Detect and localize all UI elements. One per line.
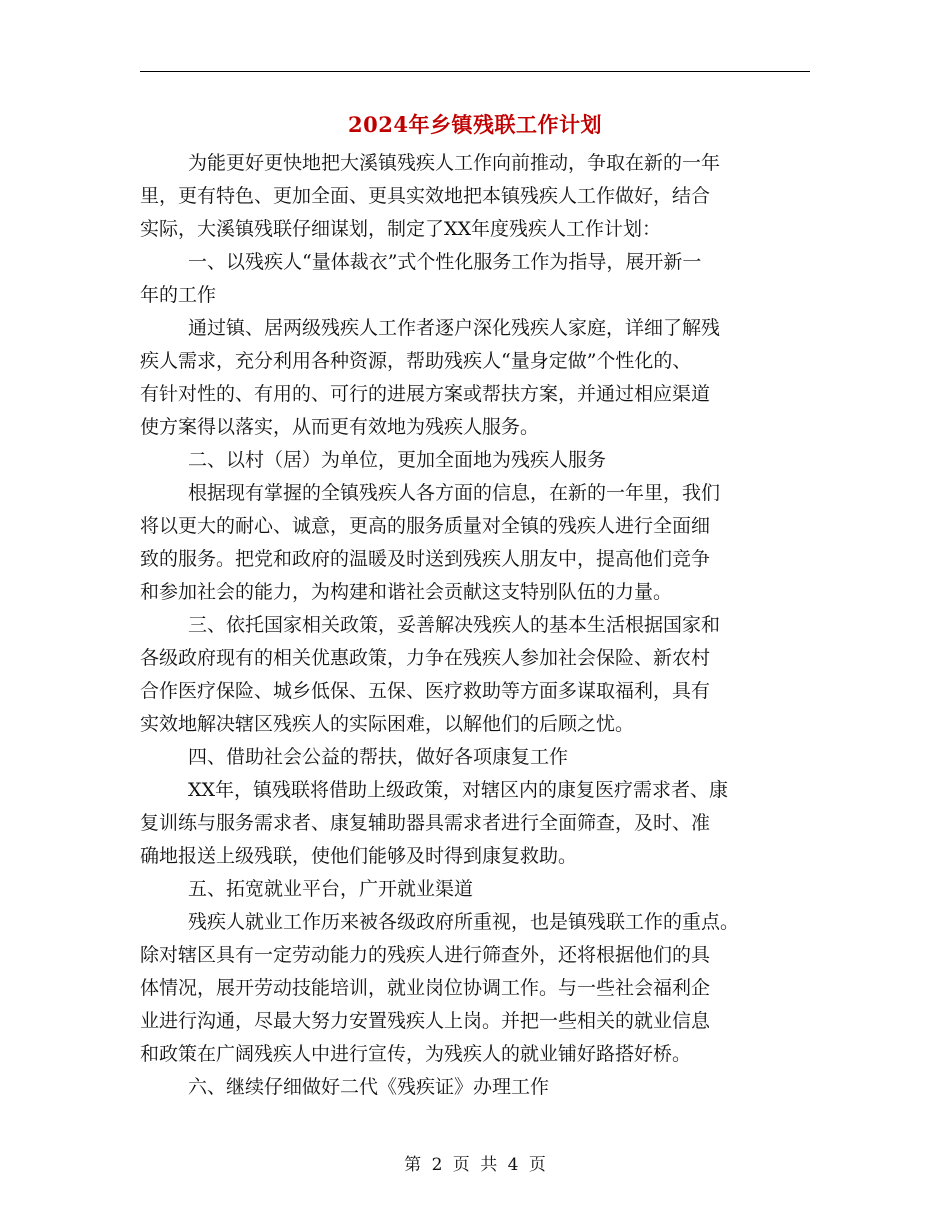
body-line: 有针对性的、有用的、可行的进展方案或帮扶方案，并通过相应渠道 (140, 383, 711, 405)
body-line: 为能更好更快地把大溪镇残疾人工作向前推动，争取在新的一年 (188, 152, 721, 174)
page-footer: 第 2 页 共 4 页 (404, 1155, 546, 1175)
document-body (140, 147, 810, 1104)
body-line: 疾人需求，充分利用各种资源，帮助残疾人“量身定做”个性化的、 (140, 350, 692, 372)
body-line: 残疾人就业工作历来被各级政府所重视，也是镇残联工作的重点。 (188, 911, 740, 933)
body-line: 二、以村（居）为单位，更加全面地为残疾人服务 (188, 449, 607, 471)
body-line: 和政策在广阔残疾人中进行宣传，为残疾人的就业铺好路搭好桥。 (140, 1043, 692, 1065)
body-line: 一、以残疾人“量体裁衣”式个性化服务工作为指导，展开新一 (188, 251, 702, 273)
body-line: 致的服务。把党和政府的温暖及时送到残疾人朋友中，提高他们竞争 (140, 548, 711, 570)
body-line: 实效地解决辖区残疾人的实际困难，以解他们的后顾之忧。 (140, 713, 635, 735)
body-line: 业进行沟通，尽最大努力安置残疾人上岗。并把一些相关的就业信息 (140, 1010, 711, 1032)
body-line: 复训练与服务需求者、康复辅助器具需求者进行全面筛查，及时、准 (140, 812, 711, 834)
body-line: 年的工作 (140, 284, 217, 306)
body-line: 确地报送上级残联，使他们能够及时得到康复救助。 (140, 845, 578, 867)
body-line: 除对辖区具有一定劳动能力的残疾人进行筛查外，还将根据他们的具 (140, 944, 711, 966)
document-title: 2024年乡镇残联工作计划 (348, 112, 602, 137)
body-line: 四、借助社会公益的帮扶，做好各项康复工作 (188, 746, 569, 768)
body-line: 三、依托国家相关政策，妥善解决残疾人的基本生活根据国家和 (188, 614, 721, 636)
body-line: 使方案得以落实，从而更有效地为残疾人服务。 (140, 416, 540, 438)
header-rule (140, 71, 810, 72)
body-line: 里，更有特色、更加全面、更具实效地把本镇残疾人工作做好，结合 (140, 185, 711, 207)
body-line: 实际，大溪镇残联仔细谋划，制定了XX年度残疾人工作计划： (140, 218, 662, 240)
body-line: 和参加社会的能力，为构建和谐社会贡献这支特别队伍的力量。 (140, 581, 673, 603)
body-line: 通过镇、居两级残疾人工作者逐户深化残疾人家庭，详细了解残 (188, 317, 721, 339)
body-line: 五、拓宽就业平台，广开就业渠道 (188, 878, 474, 900)
body-line: 合作医疗保险、城乡低保、五保、医疗救助等方面多谋取福利，具有 (140, 680, 711, 702)
body-line: 将以更大的耐心、诚意，更高的服务质量对全镇的残疾人进行全面细 (140, 515, 711, 537)
body-line: 各级政府现有的相关优惠政策，力争在残疾人参加社会保险、新农村 (140, 647, 711, 669)
body-line: XX年，镇残联将借助上级政策，对辖区内的康复医疗需求者、康 (188, 779, 729, 801)
body-line: 六、继续仔细做好二代《残疾证》办理工作 (188, 1076, 550, 1098)
body-line: 根据现有掌握的全镇残疾人各方面的信息，在新的一年里，我们 (188, 482, 721, 504)
body-line: 体情况，展开劳动技能培训，就业岗位协调工作。与一些社会福利企 (140, 977, 711, 999)
